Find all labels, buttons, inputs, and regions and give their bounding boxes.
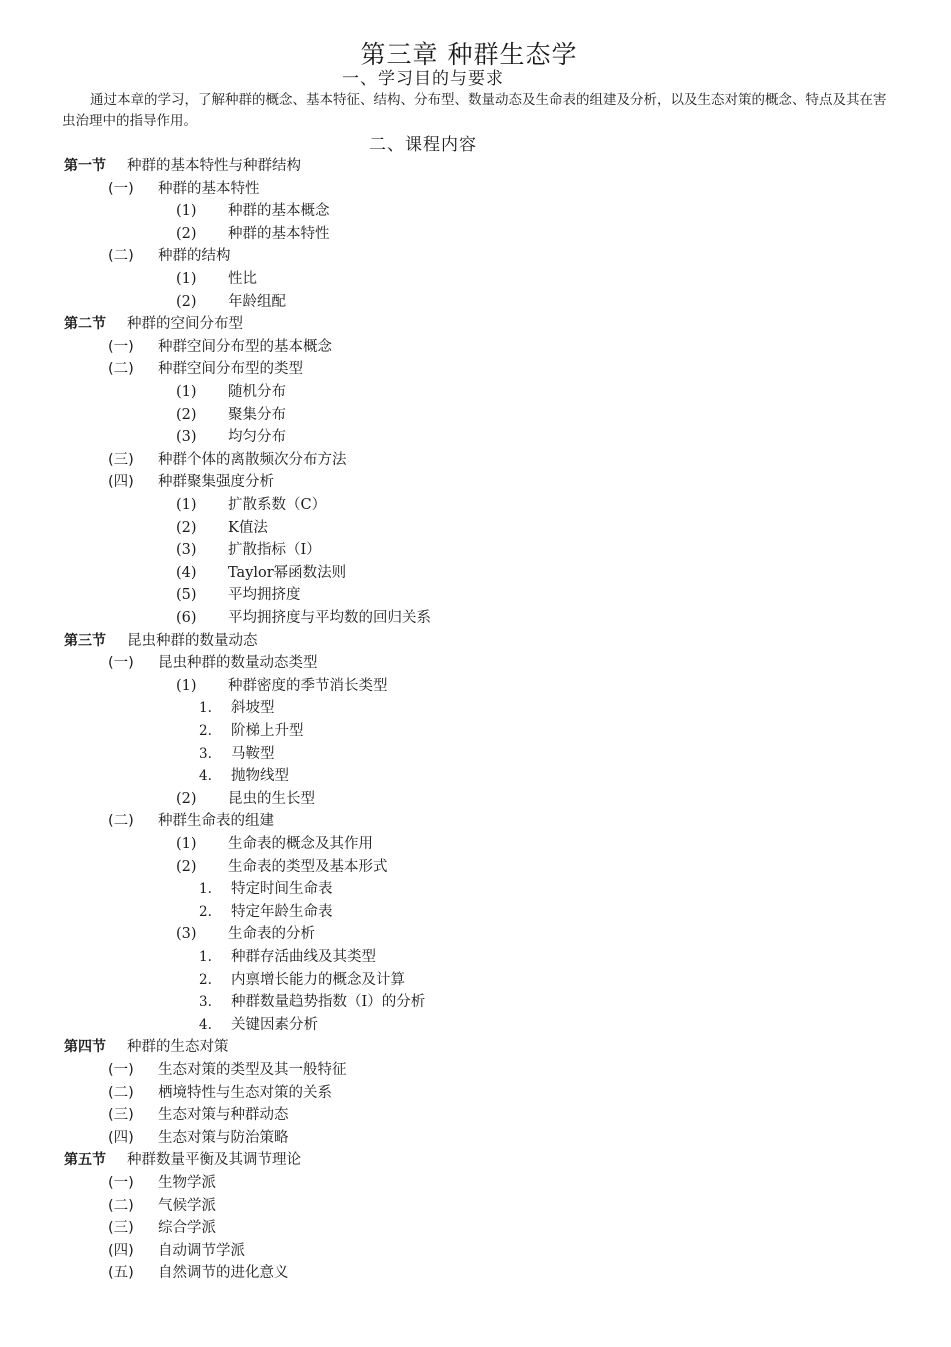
outline-marker: (三)	[108, 1220, 134, 1237]
outline-marker: 第四节	[64, 1039, 106, 1056]
outline-text: 综合学派	[158, 1220, 216, 1237]
outline-text: 平均拥挤度与平均数的回归关系	[228, 610, 431, 626]
outline-marker: (3)	[176, 542, 197, 559]
outline-text: 特定年龄生命表	[231, 903, 333, 920]
outline-text: 种群的生态对策	[127, 1039, 229, 1056]
outline-text: 年龄组配	[228, 293, 286, 310]
outline-text: 聚集分布	[228, 406, 286, 423]
outline-text: 种群的基本特性与种群结构	[127, 158, 301, 174]
outline-marker: (1)	[176, 677, 197, 694]
outline-marker: (3)	[176, 429, 197, 446]
outline-text: 种群生命表的组建	[158, 813, 274, 830]
outline-text: 种群聚集强度分析	[158, 474, 274, 491]
outline-text: 扩散指标（I）	[228, 542, 321, 559]
outline-marker: (五)	[108, 1265, 134, 1282]
outline-text: 种群的结构	[158, 248, 231, 265]
outline-marker: (三)	[108, 451, 134, 468]
outline-text: 种群空间分布型的基本概念	[158, 338, 332, 355]
outline-text: 阶梯上升型	[231, 723, 304, 739]
outline-marker: (1)	[176, 384, 197, 400]
outline-text: 生态对策与防治策略	[158, 1129, 289, 1146]
outline-text: 内禀增长能力的概念及计算	[231, 971, 405, 988]
outline-marker: (一)	[108, 1062, 134, 1078]
outline-text: 种群个体的离散频次分布方法	[158, 451, 347, 468]
outline-marker: (二)	[108, 361, 134, 378]
outline-text: 气候学派	[158, 1197, 216, 1214]
goals-heading: 一、学习目的与要求	[342, 69, 504, 89]
outline-marker: (1)	[176, 497, 197, 513]
outline-marker: (6)	[176, 610, 197, 626]
outline-marker: 第五节	[64, 1152, 106, 1169]
outline-marker: (三)	[108, 1107, 134, 1124]
outline-text: 生命表的类型及基本形式	[228, 858, 388, 875]
outline-marker: (一)	[108, 655, 134, 672]
content-heading: 二、课程内容	[369, 135, 477, 155]
outline-text: 马鞍型	[231, 745, 275, 762]
outline-marker: (二)	[108, 1197, 134, 1214]
outline-text: 生命表的分析	[228, 926, 315, 943]
outline-text: 特定时间生命表	[231, 881, 333, 898]
outline-text: 种群存活曲线及其类型	[231, 949, 376, 965]
outline-text: 生态对策的类型及其一般特征	[158, 1062, 347, 1078]
outline-text: 性比	[228, 271, 257, 287]
outline-marker: (一)	[108, 180, 134, 197]
outline-marker: (2)	[176, 293, 197, 310]
outline-marker: (二)	[108, 248, 134, 265]
outline-text: 平均拥挤度	[228, 587, 301, 604]
outline-marker: (四)	[108, 1242, 134, 1259]
outline-text: 昆虫的生长型	[228, 790, 315, 807]
outline-marker: 3.	[199, 994, 212, 1011]
outline-text: 种群的基本概念	[228, 203, 330, 220]
outline-marker: (一)	[108, 1175, 134, 1191]
outline-marker: (二)	[108, 1084, 134, 1101]
outline-text: Taylor幂函数法则	[228, 564, 347, 581]
outline-text: 种群空间分布型的类型	[158, 361, 303, 378]
outline-marker: 1.	[199, 700, 212, 717]
outline-marker: (1)	[176, 271, 197, 287]
outline-text: 种群数量趋势指数（I）的分析	[231, 994, 426, 1011]
outline-text: 自然调节的进化意义	[158, 1265, 289, 1282]
outline-text: 扩散系数（C）	[228, 497, 327, 513]
outline-marker: (2)	[176, 225, 197, 242]
outline-text: K值法	[228, 519, 268, 536]
outline-marker: 3.	[199, 745, 212, 762]
outline-text: 均匀分布	[228, 429, 286, 446]
outline-marker: (4)	[176, 564, 197, 581]
outline-text: 斜坡型	[231, 700, 275, 717]
chapter-title: 第三章 种群生态学	[360, 40, 578, 69]
outline-text: 种群的空间分布型	[127, 316, 243, 333]
outline-text: 生态对策与种群动态	[158, 1107, 289, 1124]
outline-marker: (2)	[176, 519, 197, 536]
outline-marker: 2.	[199, 723, 212, 739]
outline-text: 自动调节学派	[158, 1242, 245, 1259]
outline-marker: (1)	[176, 203, 197, 220]
outline-text: 种群密度的季节消长类型	[228, 677, 388, 694]
outline-marker: (一)	[108, 338, 134, 355]
outline-marker: 4.	[199, 768, 212, 785]
outline-marker: 1.	[199, 949, 212, 965]
outline-marker: (2)	[176, 790, 197, 807]
outline-text: 生物学派	[158, 1175, 216, 1191]
outline-text: 种群的基本特性	[158, 180, 260, 197]
outline-marker: (3)	[176, 926, 197, 943]
outline-marker: (5)	[176, 587, 197, 604]
outline-text: 随机分布	[228, 384, 286, 400]
outline-marker: (二)	[108, 813, 134, 830]
outline-marker: (2)	[176, 858, 197, 875]
outline-marker: 第三节	[64, 632, 106, 649]
outline-marker: 2.	[199, 903, 212, 920]
outline-marker: (2)	[176, 406, 197, 423]
outline-text: 种群数量平衡及其调节理论	[127, 1152, 301, 1169]
intro-paragraph: 通过本章的学习，了解种群的概念、基本特征、结构、分布型、数量动态及生命表的组建及分析，以及生态对策的概念、特点及其在害虫治理中的指导作用。	[62, 92, 887, 129]
outline-marker: 1.	[199, 881, 212, 898]
outline-text: 生命表的概念及其作用	[228, 836, 373, 852]
outline-text: 种群的基本特性	[228, 225, 330, 242]
outline-text: 抛物线型	[231, 768, 289, 785]
outline-marker: (四)	[108, 1129, 134, 1146]
outline-text: 昆虫种群的数量动态	[127, 632, 258, 649]
outline-text: 关键因素分析	[231, 1016, 318, 1033]
outline-text: 栖境特性与生态对策的关系	[158, 1084, 332, 1101]
outline-marker: (四)	[108, 474, 134, 491]
outline-marker: 第二节	[64, 316, 106, 333]
outline-marker: 2.	[199, 971, 212, 988]
outline-marker: 第一节	[64, 158, 106, 174]
outline-marker: 4.	[199, 1016, 212, 1033]
outline-marker: (1)	[176, 836, 197, 852]
outline-text: 昆虫种群的数量动态类型	[158, 655, 318, 672]
